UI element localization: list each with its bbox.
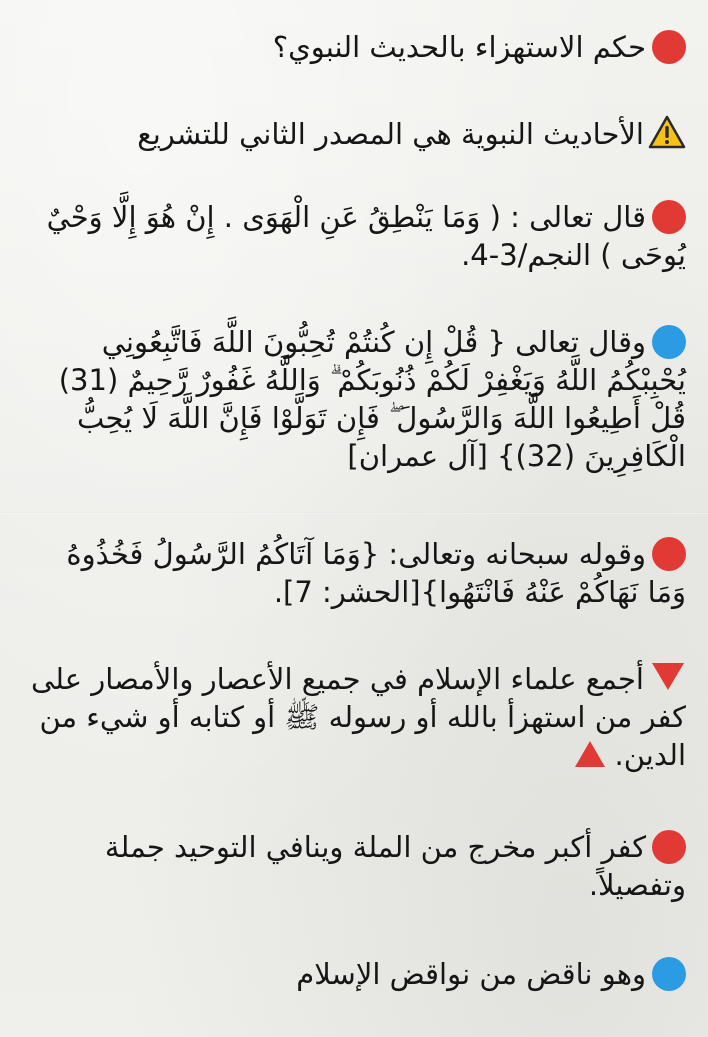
red-circle-icon bbox=[652, 200, 686, 234]
red-circle-icon bbox=[652, 537, 686, 571]
item-text: وهو ناقض من نواقض الإسلام bbox=[296, 957, 646, 991]
item-text: أجمع علماء الإسلام في جميع الأعصار والأمصار على كفر من استهزأ بالله أو رسوله ﷺ أو كتابه أو شيء من الدين. bbox=[30, 662, 686, 772]
note-page bbox=[22, 0, 686, 1037]
item-text: وقوله سبحانه وتعالى: {وَمَا آتَاكُمُ الرَّسُولُ فَخُذُوهُ وَمَا نَهَاكُمْ عَنْهُ فَانْتَهُوا}[الحشر: 7]. bbox=[66, 537, 686, 609]
red-triangle-up-icon bbox=[573, 739, 607, 769]
blue-circle-icon bbox=[652, 957, 686, 991]
list-item bbox=[22, 660, 686, 774]
item-text: قال تعالى : ( وَمَا يَنْطِقُ عَنِ الْهَوَى . إِنْ هُوَ إِلَّا وَحْيٌ يُوحَى ) النجم/3-4. bbox=[46, 200, 686, 272]
list-item bbox=[22, 28, 686, 66]
blue-circle-icon bbox=[652, 325, 686, 359]
list-item bbox=[22, 535, 686, 611]
list-item bbox=[22, 828, 686, 904]
red-circle-icon bbox=[652, 830, 686, 864]
red-circle-icon bbox=[652, 30, 686, 64]
item-text: الأحاديث النبوية هي المصدر الثاني للتشريع bbox=[137, 117, 644, 151]
list-item bbox=[22, 323, 686, 475]
list-item bbox=[22, 115, 686, 153]
red-triangle-down-icon bbox=[650, 660, 686, 696]
warning-icon bbox=[650, 115, 686, 151]
list-item bbox=[22, 198, 686, 274]
list-item bbox=[22, 955, 686, 993]
item-text: حكم الاستهزاء بالحديث النبوي؟ bbox=[272, 30, 646, 64]
item-text: وقال تعالى { قُلْ إِن كُنتُمْ تُحِبُّونَ اللَّهَ فَاتَّبِعُونِي يُحْبِبْكُمُ اللَّهُ وَيَغْفِرْ لَكُمْ ذُنُوبَكُمْ ۗ وَاللَّهُ غَفُورٌ رَّحِيمٌ (31) قُلْ أَطِيعُوا اللَّهَ وَالرَّسُولَ ۖ فَإِن تَوَلَّوْا فَإِنَّ اللَّهَ لَا يُحِبُّ الْكَافِرِينَ (32)} [آل عمران] bbox=[58, 325, 686, 473]
item-text: كفر أكبر مخرج من الملة وينافي التوحيد جملة وتفصيلاً. bbox=[104, 830, 686, 902]
